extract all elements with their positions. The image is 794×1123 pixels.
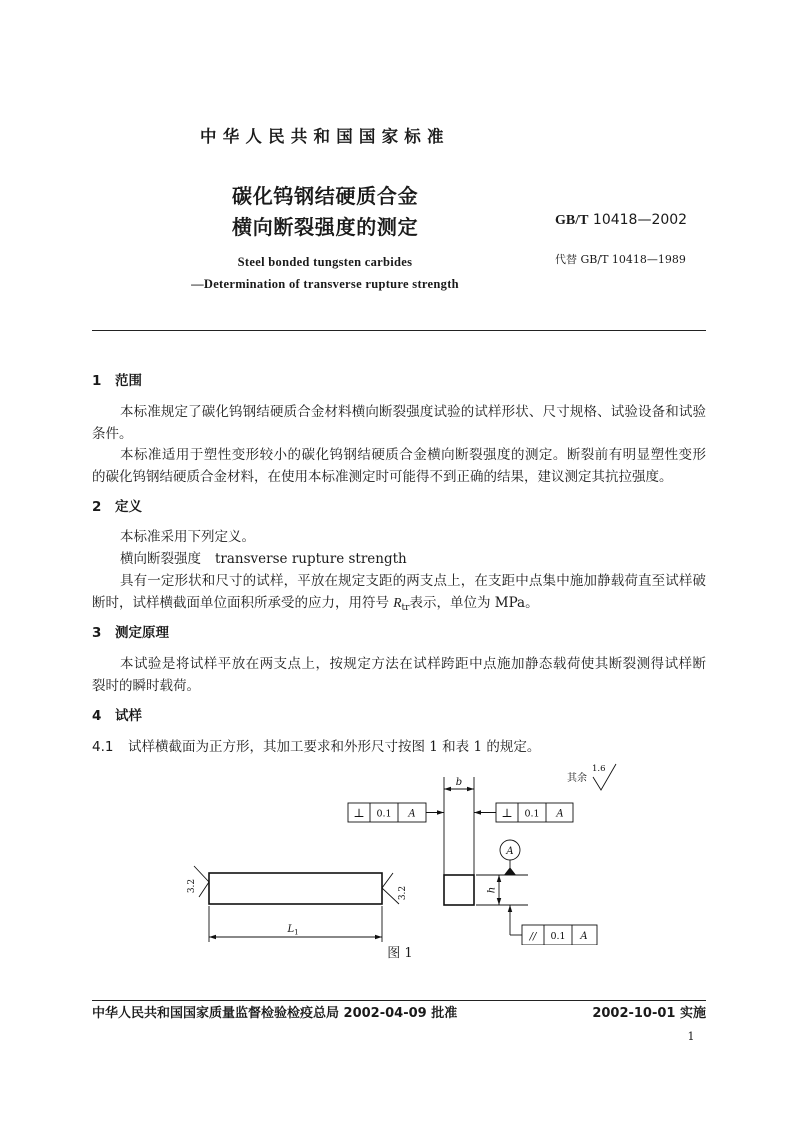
definition-text: 断时，试样横截面单位面积所承受的应力，用符号: [92, 595, 394, 611]
length-dimension: [209, 906, 382, 942]
tolerance-value: 0.1: [550, 931, 566, 942]
section-title: 范围: [115, 373, 142, 389]
length-subscript: 1: [294, 928, 299, 937]
replaces-note: 代替 GB/T 10418—1989: [555, 253, 686, 266]
width-label: b: [455, 777, 463, 788]
implementation-note: 2002-10-01 实施: [592, 1006, 706, 1021]
standard-code: [555, 211, 687, 230]
perpendicularity-frame-right: [474, 803, 573, 822]
tolerance-value: 0.1: [376, 808, 392, 820]
roughness-check-mark: [382, 873, 399, 904]
section-title: 测定原理: [115, 625, 169, 641]
paragraph-line: 本标准规定了碳化钨钢结硬质合金材料横向断裂强度试验的试样形状、尺寸规格、试验设备和试验: [120, 404, 706, 420]
definition-intro: 本标准采用下列定义。: [120, 529, 255, 545]
symbol-r: R: [393, 595, 402, 610]
roughness-end-right: [382, 873, 408, 904]
figure-caption: 图 1: [387, 946, 413, 961]
figure-1-drawing: [0, 755, 794, 945]
roughness-general-value: 1.6: [592, 764, 606, 774]
datum-triangle-icon: [505, 868, 516, 875]
paragraph-line: 本试验是将试样平放在两支点上，按规定方法在试样跨距中点施加静态载荷使其断裂测得试样断: [120, 656, 706, 672]
definition-term: [120, 548, 706, 570]
paragraph-line: 条件。: [92, 426, 133, 442]
section-title: 定义: [115, 499, 142, 515]
length-label: [286, 924, 298, 937]
perpendicularity-icon: ⊥: [501, 806, 513, 820]
term-en: transverse rupture strength: [215, 551, 407, 567]
section-number: 4: [92, 708, 102, 724]
term-cn: 横向断裂强度: [120, 551, 201, 567]
width-dimension: [444, 777, 474, 875]
section-4-heading: [92, 705, 706, 727]
section-title: 试样: [115, 708, 142, 724]
parallelism-icon: //: [529, 931, 537, 943]
definition-line: 具有一定形状和尺寸的试样，平放在规定支距的两支点上，在支距中点集中施加静载荷直至试样破: [120, 573, 706, 589]
tolerance-value: 0.1: [524, 808, 540, 820]
title-cn-line2: 横向断裂强度的测定: [232, 215, 419, 239]
perpendicularity-frame-left: [348, 803, 444, 822]
roughness-general-label: 其余: [567, 773, 587, 784]
section-3-heading: [92, 622, 706, 644]
perpendicularity-icon: ⊥: [353, 806, 365, 820]
datum-reference: A: [408, 808, 416, 820]
datum-label: A: [506, 846, 514, 857]
header-rule: [92, 330, 706, 331]
standard-code-number: 10418—2002: [592, 212, 688, 228]
paragraph-line: 裂时的瞬时载荷。: [92, 678, 200, 694]
specimen-cross-section: [444, 875, 474, 905]
title-en-line1: Steel bonded tungsten carbides: [237, 255, 413, 269]
specimen-side-view: [209, 873, 382, 904]
standard-code-prefix: GB/T: [555, 213, 589, 228]
title-cn-line1: 碳化钨钢结硬质合金: [232, 184, 419, 208]
section-number: 3: [92, 625, 102, 641]
datum-a-symbol: [500, 840, 520, 875]
title-en-line2: —Determination of transverse rupture strength: [191, 277, 459, 291]
roughness-value: 3.2: [187, 878, 197, 894]
roughness-end-left: [187, 866, 209, 897]
national-standard-heading: 中华人民共和国国家标准: [200, 127, 450, 146]
section-2-heading: [92, 496, 706, 518]
page-number: 1: [687, 1030, 695, 1043]
paragraph-line: 本标准适用于塑性变形较小的碳化钨钢结硬质合金横向断裂强度的测定。断裂前有明显塑性变形: [120, 447, 706, 463]
footer-rule: [92, 1000, 706, 1001]
length-symbol: L: [287, 924, 295, 935]
symbol-subscript: tr: [401, 603, 410, 613]
datum-reference: A: [556, 808, 564, 820]
section-1-heading: [92, 370, 706, 392]
datum-reference: A: [580, 931, 588, 942]
definition-line: [92, 592, 706, 614]
clause-text: 试样横截面为正方形，其加工要求和外形尺寸按图 1 和表 1 的规定。: [128, 739, 541, 755]
parallelism-frame: [510, 905, 597, 945]
definition-text: 表示，单位为 MPa。: [409, 595, 539, 611]
clause-number: 4.1: [92, 739, 114, 755]
roughness-value: 3.2: [398, 885, 408, 901]
height-label: h: [486, 886, 498, 894]
section-number: 2: [92, 499, 102, 515]
section-number: 1: [92, 373, 102, 389]
height-dimension: [476, 875, 528, 905]
roughness-general-symbol: [567, 764, 616, 790]
approval-note: 中华人民共和国国家质量监督检验检疫总局 2002-04-09 批准: [92, 1006, 458, 1021]
paragraph-line: 的碳化钨钢结硬质合金材料，在使用本标准测定时可能得不到正确的结果，建议测定其抗拉强度。: [92, 469, 673, 485]
